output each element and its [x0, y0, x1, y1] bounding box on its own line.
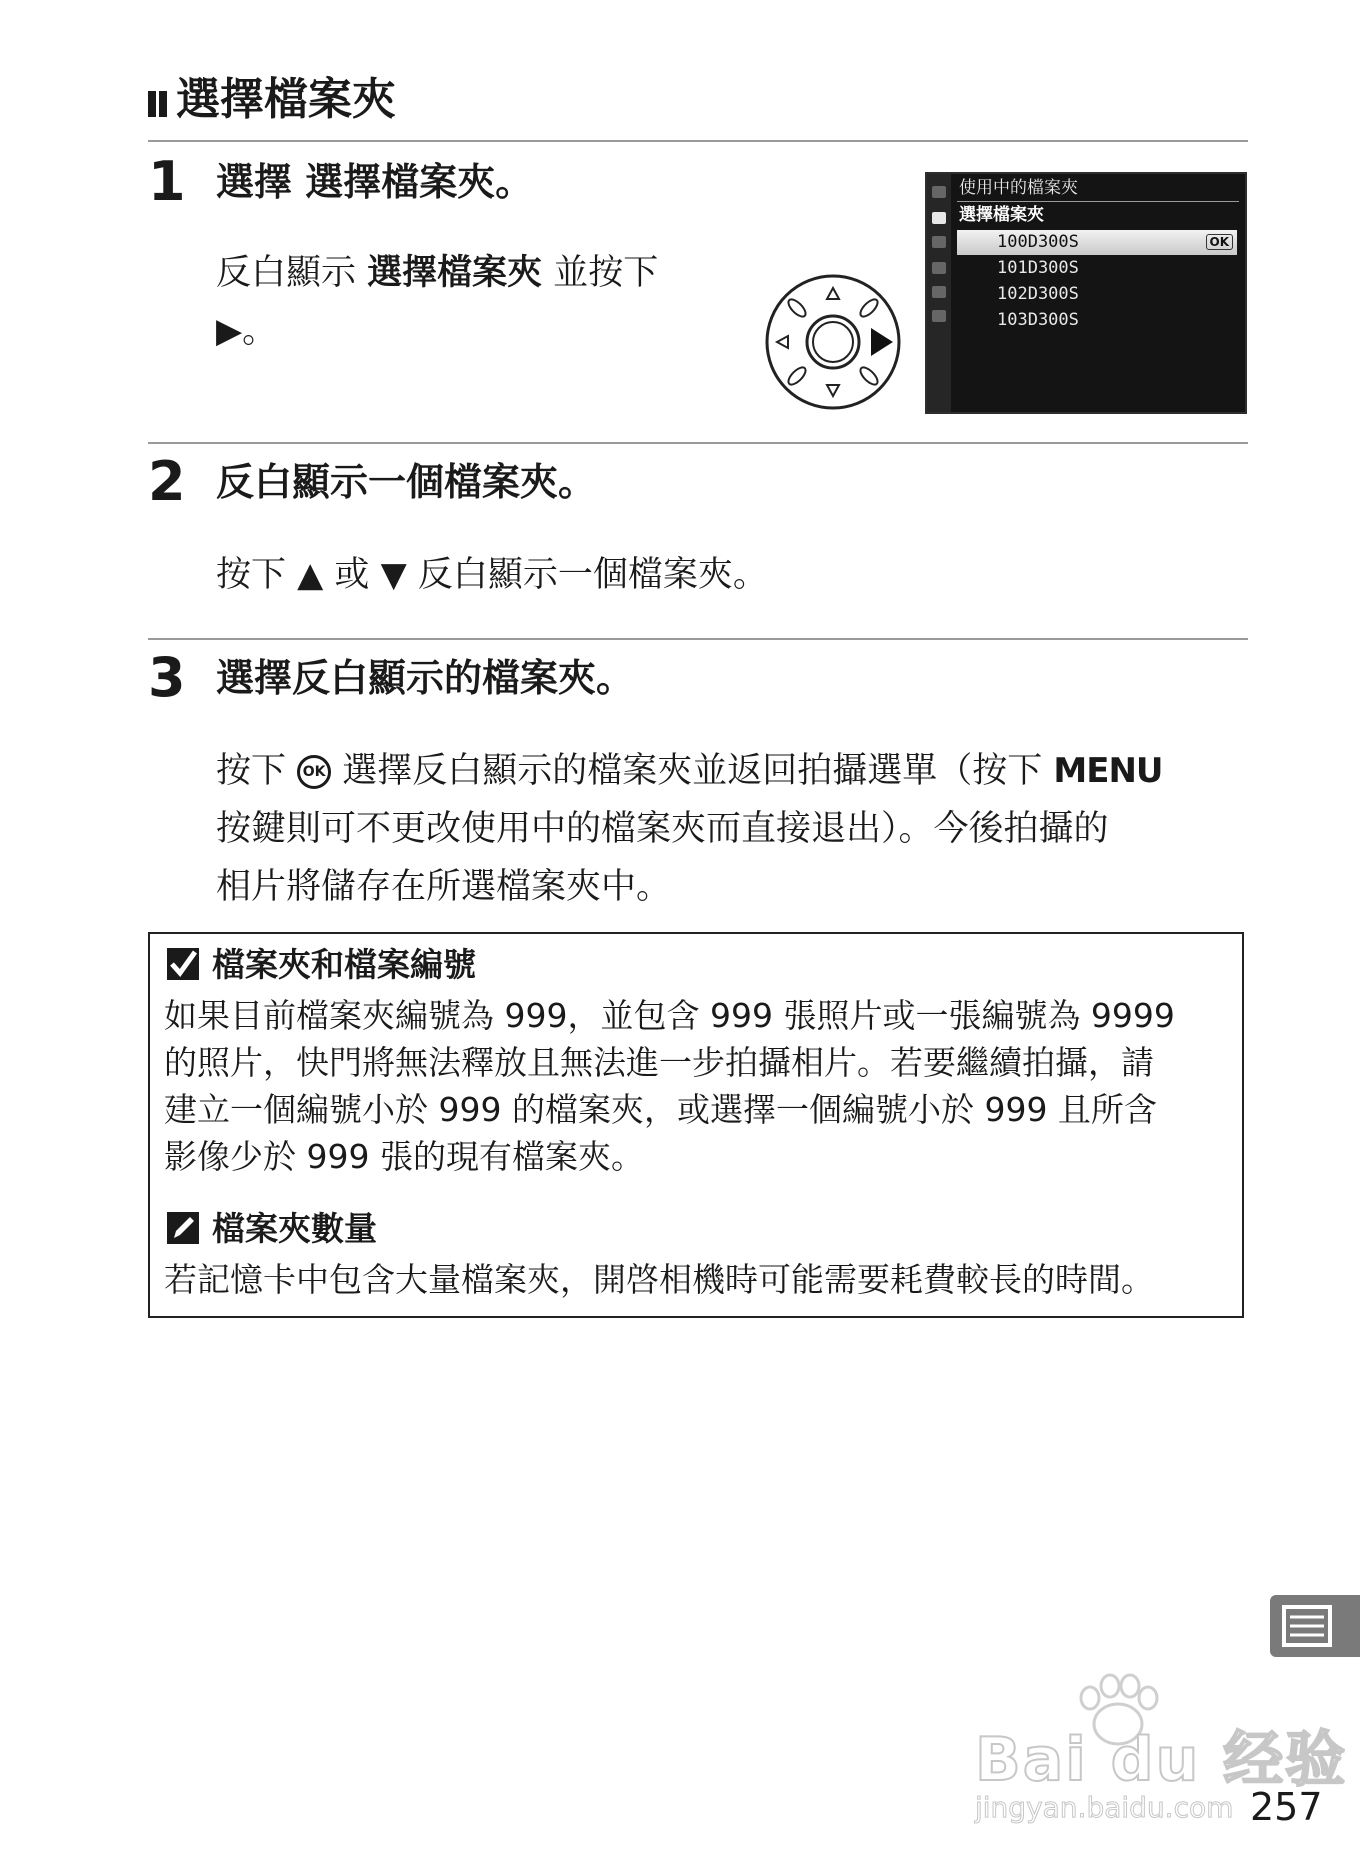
- divider: [148, 140, 1248, 142]
- checkmark-icon: [166, 947, 200, 981]
- folder-row[interactable]: 100D300S OK: [957, 230, 1237, 255]
- watermark-brand: Bai du 经验: [975, 1725, 1348, 1795]
- multi-selector-icon: [763, 272, 903, 412]
- step-3-title: 選擇反白顯示的檔案夾。: [216, 656, 635, 700]
- menu-list-icon: [1270, 1595, 1360, 1657]
- section-marker-icon: [148, 70, 170, 134]
- watermark-url: jingyan.baidu.com: [975, 1791, 1234, 1824]
- step-2-body: 按下 ▲ 或 ▼ 反白顯示一個檔案夾。: [216, 555, 768, 595]
- screen-divider: [957, 201, 1239, 202]
- right-arrow-icon: ▶: [216, 311, 243, 351]
- menu-rail: [927, 174, 951, 412]
- step-1-number: 1: [148, 150, 186, 213]
- note-1-body: 如果目前檔案夾編號為 999，並包含 999 張照片或一張編號為 9999 的照片，快門將無法釋放且無法進一步拍攝相片。若要繼續拍攝，請 建立一個編號小於 999 的檔案夾，或選擇一個編號小於 999 且所含 影像少於 999 張的現有檔案夾。: [164, 996, 1175, 1176]
- divider: [148, 638, 1248, 640]
- page-number: 257: [1250, 1785, 1323, 1829]
- menu-guide-tab[interactable]: [1270, 1595, 1360, 1657]
- menu-button-label: MENU: [1053, 751, 1163, 791]
- recent-icon: [932, 310, 946, 322]
- section-title-text: 選擇檔案夾: [176, 74, 396, 125]
- pencil-icon: [932, 236, 946, 248]
- screen-subheader: 選擇檔案夾: [959, 205, 1044, 225]
- ok-button-icon: OK: [297, 755, 331, 789]
- ok-badge: OK: [1206, 234, 1234, 250]
- divider: [148, 442, 1248, 444]
- wrench-icon: [932, 262, 946, 274]
- folder-row[interactable]: 101D300S: [997, 258, 1079, 278]
- step-3-body: 按下 OK 選擇反白顯示的檔案夾並返回拍攝選單（按下 MENU 按鍵則可不更改使用中的檔案夾而直接退出）。今後拍攝的 相片將儲存在所選檔案夾中。: [216, 751, 1163, 907]
- folder-row[interactable]: 102D300S: [997, 284, 1079, 304]
- note-1-heading: 檔案夾和檔案編號: [166, 940, 476, 990]
- step-1-title: 選擇 選擇檔案夾。: [216, 160, 534, 204]
- folder-row[interactable]: 103D300S: [997, 310, 1079, 330]
- step-2-number: 2: [148, 450, 186, 513]
- pencil-icon: [166, 1211, 200, 1245]
- camera-menu-screen: [925, 172, 1247, 414]
- up-arrow-icon: ▲: [297, 555, 324, 595]
- screen-header: 使用中的檔案夾: [959, 178, 1078, 198]
- camera-icon: [932, 212, 946, 224]
- note-2-body: 若記憶卡中包含大量檔案夾，開啓相機時可能需要耗費較長的時間。: [164, 1260, 1154, 1299]
- retouch-icon: [932, 286, 946, 298]
- step-1-body: 反白顯示 選擇檔案夾 並按下 ▶。: [216, 253, 659, 351]
- step-3-number: 3: [148, 646, 186, 709]
- step-2-title: 反白顯示一個檔案夾。: [216, 460, 597, 504]
- section-title: [148, 68, 396, 134]
- playback-icon: [932, 186, 946, 198]
- down-arrow-icon: ▼: [380, 555, 407, 595]
- note-2-heading: 檔案夾數量: [166, 1204, 377, 1254]
